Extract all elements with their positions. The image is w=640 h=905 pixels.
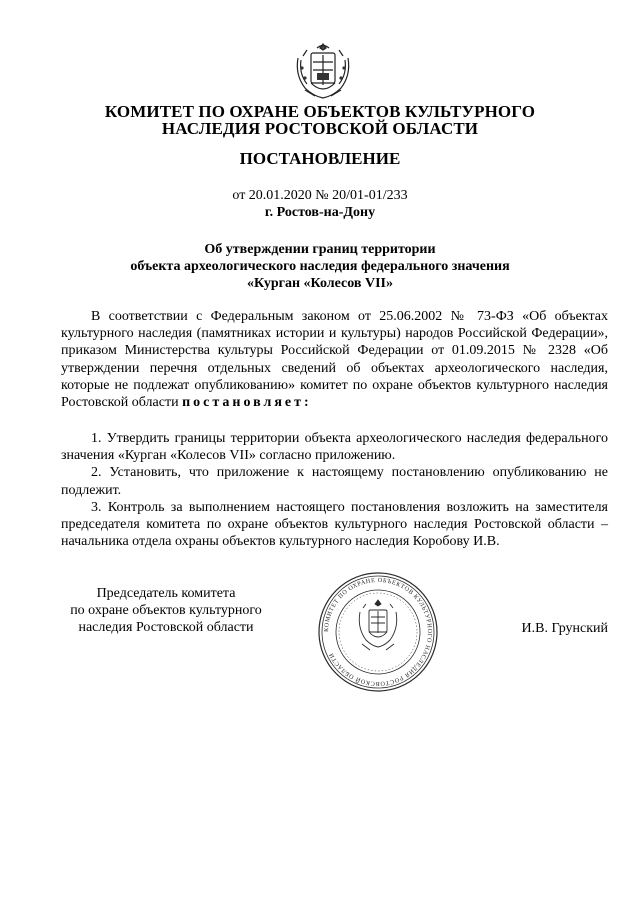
signatory-name: И.В. Грунский xyxy=(521,621,608,636)
subject-line1: Об утверждении границ территории xyxy=(204,242,436,257)
preamble-paragraph xyxy=(61,308,608,411)
preamble-text: В соответствии с Федеральным законом от 25.06.2002 № 73-ФЗ «Об объектах культурного наследия (памятниках истории и культуры) народов Российской Федерации», приказом Министерства культуры Российской Федерации от 01.09.2015 № 2328 «Об утверждении перечня отдельных сведений об объектах археологического наследия, которые не подлежат опубликованию» комитет по охране объектов культурного наследия Ростовской области xyxy=(61,309,608,411)
resolution-items xyxy=(61,430,608,550)
subject-line3: «Курган «Колесов VII» xyxy=(247,276,393,291)
signatory-position-line2: по охране объектов культурного xyxy=(70,603,262,618)
rostov-oblast-coat-of-arms-icon xyxy=(291,40,355,102)
document-date-number: от 20.01.2020 № 20/01-01/233 xyxy=(232,188,408,203)
official-seal xyxy=(316,570,440,694)
signatory-position xyxy=(60,585,272,636)
seal-text: КОМИТЕТ ПО ОХРАНЕ ОБЪЕКТОВ КУЛЬТУРНОГО НАСЛЕДИЯ РОСТОВСКОЙ ОБЛАСТИ xyxy=(322,576,434,688)
seal-emblem-icon xyxy=(359,600,397,650)
resolution-item: 3. Контроль за выполнением настоящего постановления возложить на заместителя председателя комитета по охране объектов культурного наследия Ростовской области – начальника отдела охраны объектов культурного наследия Коробову И.В. xyxy=(61,499,608,550)
subject-line2: объекта археологического наследия федерального значения xyxy=(130,259,510,274)
organization-name-line1: КОМИТЕТ ПО ОХРАНЕ ОБЪЕКТОВ КУЛЬТУРНОГО xyxy=(104,102,536,121)
decision-word: постановляет: xyxy=(182,395,312,411)
signatory-position-line1: Председатель комитета xyxy=(96,586,236,601)
signatory-position-line3: наследия Ростовской области xyxy=(78,620,254,635)
organization-name-line2: НАСЛЕДИЯ РОСТОВСКОЙ ОБЛАСТИ xyxy=(161,119,479,138)
document-type-title: ПОСТАНОВЛЕНИЕ xyxy=(239,149,401,168)
resolution-item: 2. Установить, что приложение к настоящему постановлению опубликованию не подлежит. xyxy=(61,465,608,498)
resolution-item: 1. Утвердить границы территории объекта археологического наследия федерального значения «Курган «Колесов VII» согласно приложению. xyxy=(61,431,608,464)
document-city: г. Ростов-на-Дону xyxy=(264,205,376,220)
